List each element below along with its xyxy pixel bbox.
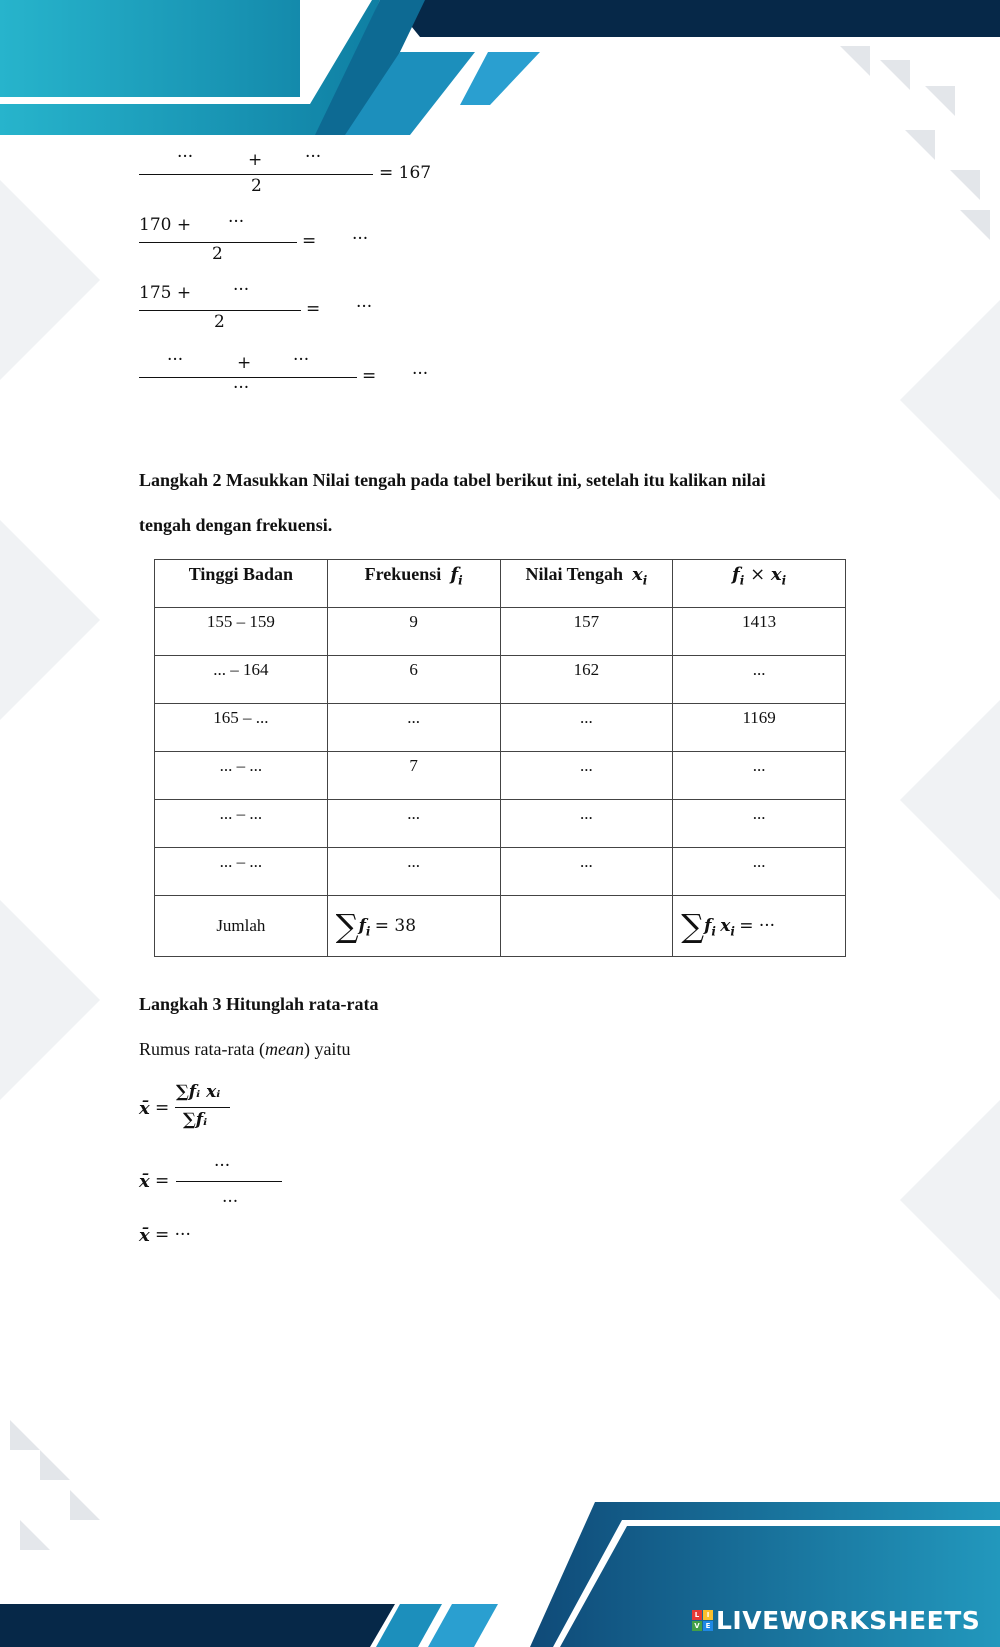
cell-nilai-tengah: ... [500, 704, 673, 752]
formula-denominator: ∑fᵢ [183, 1110, 208, 1130]
cell-fx: ... [673, 656, 846, 704]
eq2-num-right: ··· [228, 212, 245, 232]
xbar-symbol: x̄ [139, 1098, 150, 1119]
table-header-row [155, 560, 846, 608]
table-row [155, 704, 846, 752]
eq4-num-left: ··· [167, 350, 184, 370]
cell-jumlah-label: Jumlah [155, 896, 328, 957]
cell-frekuensi: ... [327, 848, 500, 896]
cell-nilai-tengah: ... [500, 800, 673, 848]
eq3-rhs: ··· [356, 297, 373, 317]
cell-fx: 1413 [673, 608, 846, 656]
table-row [155, 752, 846, 800]
cell-nilai-tengah: ... [500, 752, 673, 800]
cell-tinggi: 165 – ... [155, 704, 328, 752]
eq2-denominator: 2 [212, 244, 223, 264]
eq1-fraction-bar [139, 174, 373, 175]
cell-tinggi: ... – 164 [155, 656, 328, 704]
liveworksheets-logo [692, 1606, 980, 1635]
cell-fx: ... [673, 800, 846, 848]
cell-frekuensi: ... [327, 704, 500, 752]
eq1-num-left: ··· [177, 147, 194, 167]
cell-tinggi: 155 – 159 [155, 608, 328, 656]
cell-nilai-tengah: 157 [500, 608, 673, 656]
eq1-num-op: + [248, 150, 263, 170]
eq3-num-left: 175 + [139, 283, 192, 303]
cell-frekuensi: ... [327, 800, 500, 848]
eq2-num-left: 170 + [139, 215, 192, 235]
cell-nilai-tengah: ... [500, 848, 673, 896]
calc-fraction-bar [176, 1181, 282, 1182]
table-row [155, 800, 846, 848]
cell-sum-fx: $\sum f_i$ $x_i$ = ··· [673, 896, 846, 957]
eq4-num-op: + [237, 353, 252, 373]
step2-line2: tengah dengan frekuensi. [139, 515, 333, 535]
header-frekuensi: Frekuensi $f_i$ [327, 560, 500, 608]
header-tinggi-badan: Tinggi Badan [155, 560, 328, 608]
step2-line1: Langkah 2 Masukkan Nilai tengah pada tabel berikut ini, setelah itu kalikan nilai [139, 470, 766, 490]
eq2-rhs: ··· [352, 229, 369, 249]
eq3-num-right: ··· [233, 280, 250, 300]
cell-sum-f: $\sum f_i = 38$ [327, 896, 500, 957]
eq2-equals: = [302, 231, 317, 251]
cell-frekuensi: 7 [327, 752, 500, 800]
formula-numerator: ∑fᵢ xᵢ [176, 1082, 221, 1102]
cell-fx: 1169 [673, 704, 846, 752]
header-nilai-tengah: Nilai Tengah $x_i$ [500, 560, 673, 608]
table-row [155, 656, 846, 704]
cell-empty [500, 896, 673, 957]
cell-frekuensi: 6 [327, 656, 500, 704]
cell-tinggi: ... – ... [155, 800, 328, 848]
eq1-num-right: ··· [305, 147, 322, 167]
calc-equals: = [155, 1171, 170, 1191]
eq1-denominator: 2 [251, 176, 262, 196]
formula-equals: = [155, 1098, 170, 1118]
calc-denominator: ... [222, 1187, 239, 1207]
cell-nilai-tengah: 162 [500, 656, 673, 704]
formula-fraction-bar [175, 1107, 230, 1108]
cell-fx: ... [673, 752, 846, 800]
mean-formula-caption: Rumus rata-rata (mean) yaitu [139, 1039, 351, 1059]
eq1-rhs: = 167 [379, 163, 432, 183]
table-row [155, 848, 846, 896]
cell-frekuensi: 9 [327, 608, 500, 656]
result-value: = ··· [155, 1225, 191, 1245]
xbar-symbol: x̄ [139, 1225, 150, 1246]
brand-name: LIVEWORKSHEETS [716, 1606, 981, 1635]
table-row [155, 608, 846, 656]
eq3-denominator: 2 [214, 312, 225, 332]
xbar-symbol: x̄ [139, 1171, 150, 1192]
frequency-table [154, 559, 846, 957]
eq2-fraction-bar [139, 242, 297, 243]
eq4-rhs: ··· [412, 364, 429, 384]
cell-tinggi: ... – ... [155, 752, 328, 800]
cell-tinggi: ... – ... [155, 848, 328, 896]
cell-fx: ... [673, 848, 846, 896]
liveworksheets-mark-icon: L I V E [692, 1610, 713, 1631]
header-fi-times-xi: $f_i \times x_i$ [673, 560, 846, 608]
eq4-equals: = [362, 366, 377, 386]
eq3-fraction-bar [139, 310, 301, 311]
calc-numerator: ··· [214, 1156, 231, 1176]
eq3-equals: = [306, 299, 321, 319]
eq4-num-right: ··· [293, 350, 310, 370]
table-total-row [155, 896, 846, 957]
step3-title: Langkah 3 Hitunglah rata-rata [139, 994, 379, 1014]
eq4-denominator: ··· [233, 378, 250, 398]
